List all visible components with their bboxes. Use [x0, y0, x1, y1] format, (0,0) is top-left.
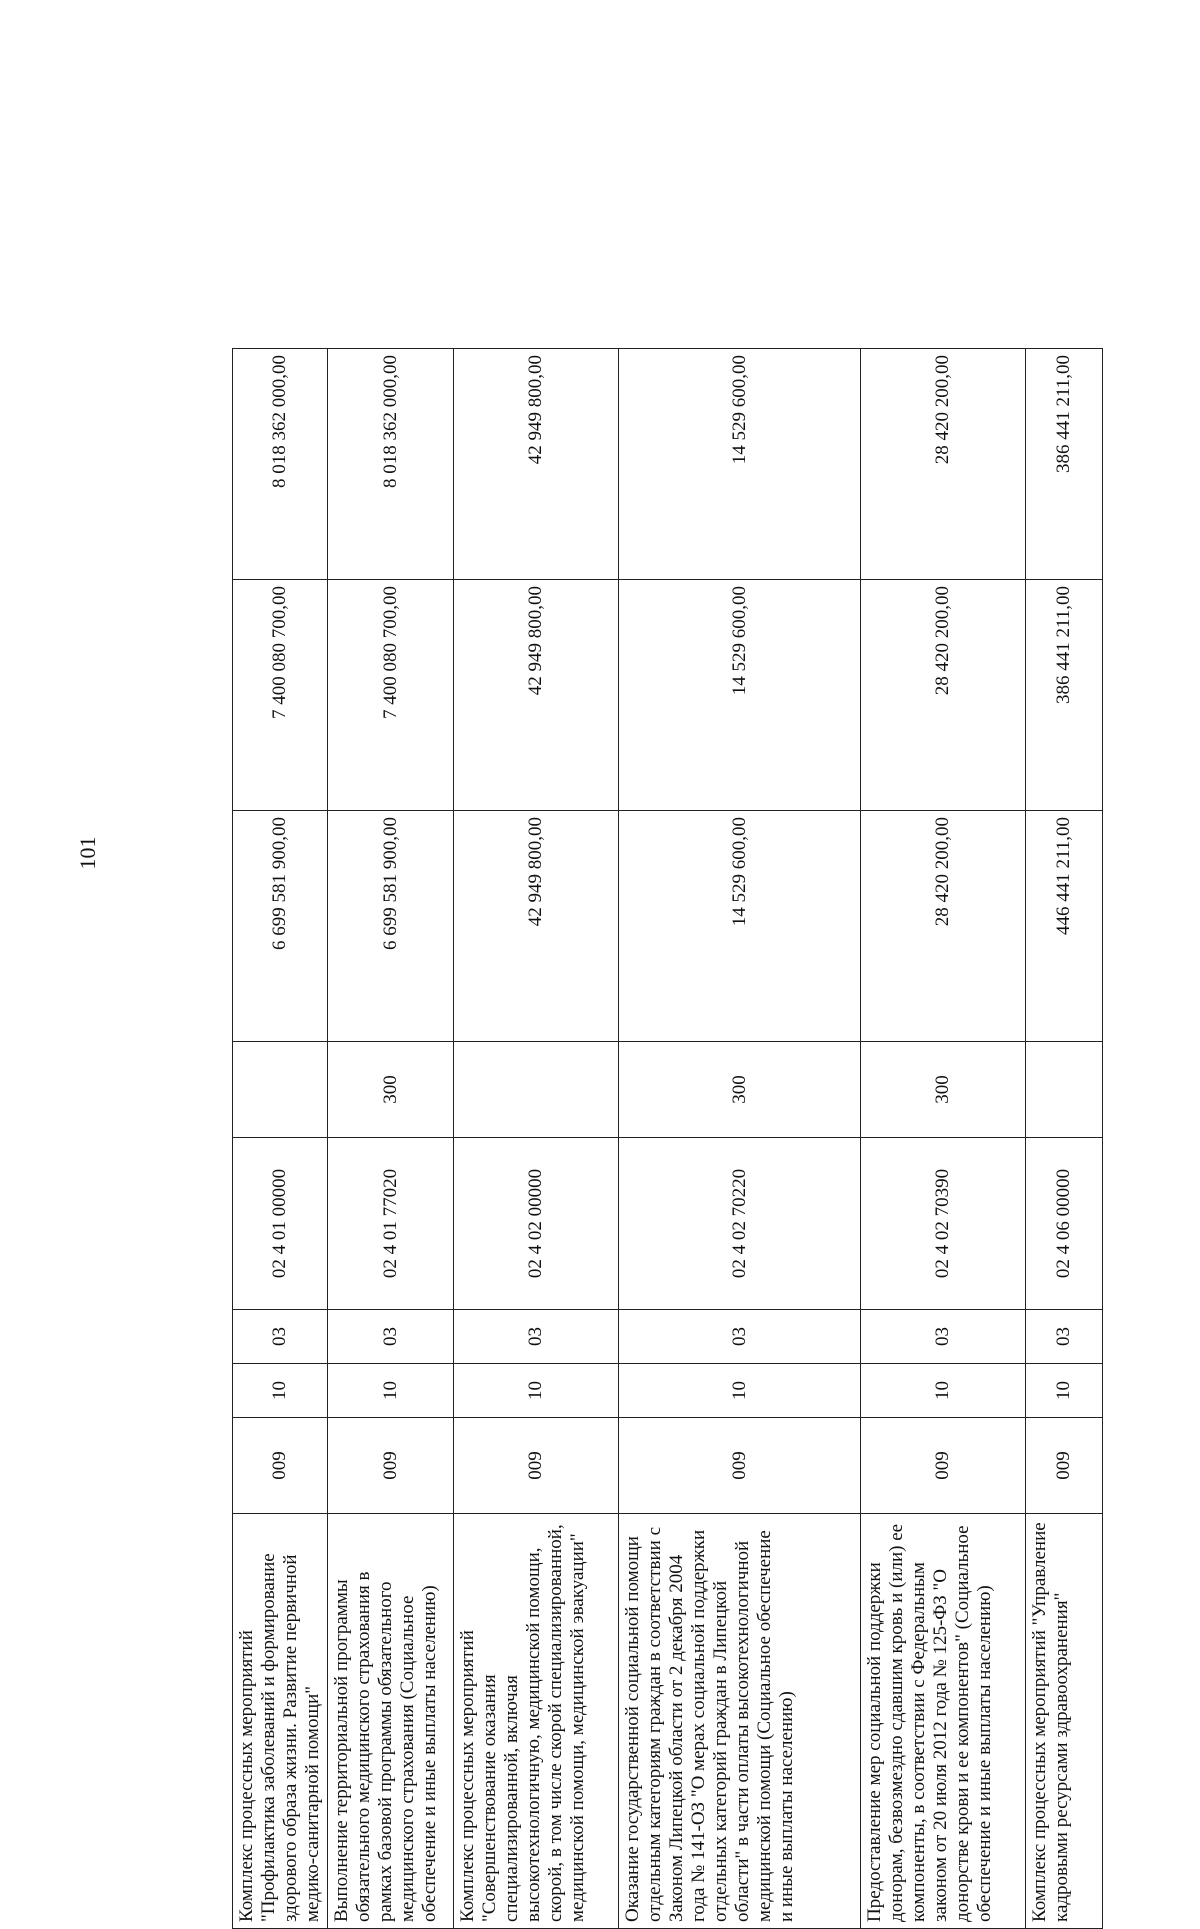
subsection-code: 03 — [619, 1310, 861, 1364]
section-code: 10 — [454, 1364, 619, 1418]
amount-year-1: 446 441 211,00 — [1026, 811, 1103, 1042]
table-row — [454, 349, 619, 1929]
table-row — [861, 349, 1026, 1929]
amount-year-1: 14 529 600,00 — [619, 811, 861, 1042]
amount-year-3: 8 018 362 000,00 — [233, 349, 328, 580]
amount-year-2: 386 441 211,00 — [1026, 580, 1103, 811]
subsection-code: 03 — [454, 1310, 619, 1364]
target-article-code: 02 4 02 70220 — [619, 1138, 861, 1310]
ministry-code: 009 — [1026, 1418, 1103, 1514]
row-description: Предоставление мер социальной поддержки донорам, безвозмездно сдавшим кровь и (или) ее компоненты, в соответствии с Федеральным законом от 20 июля 2012 года № 125-ФЗ "О донорстве крови и ее компонентов" (Социальное обеспечение и иные выплаты населению) — [861, 1514, 1026, 1929]
subsection-code: 03 — [1026, 1310, 1103, 1364]
expense-type-code: 300 — [861, 1042, 1026, 1138]
amount-year-2: 14 529 600,00 — [619, 580, 861, 811]
expense-type-code — [454, 1042, 619, 1138]
ministry-code: 009 — [861, 1418, 1026, 1514]
amount-year-3: 386 441 211,00 — [1026, 349, 1103, 580]
ministry-code: 009 — [619, 1418, 861, 1514]
amount-year-2: 42 949 800,00 — [454, 580, 619, 811]
section-code: 10 — [1026, 1364, 1103, 1418]
page-number: 101 — [75, 836, 100, 870]
ministry-code: 009 — [328, 1418, 454, 1514]
row-description: Комплекс процессных мероприятий "Совершенствование оказания специализированной, включая высокотехнологичную, медицинской помощи, скорой, в том числе скорой специализированной, медицинской помощи, медицинской эвакуации" — [454, 1514, 619, 1929]
ministry-code: 009 — [233, 1418, 328, 1514]
budget-table — [232, 348, 1103, 1929]
subsection-code: 03 — [328, 1310, 454, 1364]
table-row — [1026, 349, 1103, 1929]
row-description: Оказание государственной социальной помощи отдельным категориям граждан в соответствии с Законом Липецкой области от 2 декабря 2004 года № 141-ОЗ "О мерах социальной поддержки отдельных категорий граждан в Липецкой области" в части оплаты высокотехнологичной медицинской помощи (Социальное обеспечение и иные выплаты населению) — [619, 1514, 861, 1929]
amount-year-3: 28 420 200,00 — [861, 349, 1026, 580]
amount-year-3: 14 529 600,00 — [619, 349, 861, 580]
amount-year-2: 7 400 080 700,00 — [233, 580, 328, 811]
table-row — [619, 349, 861, 1929]
target-article-code: 02 4 02 00000 — [454, 1138, 619, 1310]
table-row — [328, 349, 454, 1929]
section-code: 10 — [619, 1364, 861, 1418]
row-description: Комплекс процессных мероприятий "Управление кадровыми ресурсами здравоохранения" — [1026, 1514, 1103, 1929]
target-article-code: 02 4 01 00000 — [233, 1138, 328, 1310]
subsection-code: 03 — [861, 1310, 1026, 1364]
amount-year-1: 28 420 200,00 — [861, 811, 1026, 1042]
expense-type-code — [233, 1042, 328, 1138]
expense-type-code: 300 — [619, 1042, 861, 1138]
amount-year-3: 8 018 362 000,00 — [328, 349, 454, 580]
target-article-code: 02 4 02 70390 — [861, 1138, 1026, 1310]
budget-table-rotated — [232, 349, 1102, 1929]
amount-year-1: 6 699 581 900,00 — [328, 811, 454, 1042]
amount-year-1: 6 699 581 900,00 — [233, 811, 328, 1042]
row-description: Выполнение территориальной программы обязательного медицинского страхования в рамках базовой программы обязательного медицинского страхования (Социальное обеспечение и иные выплаты населению) — [328, 1514, 454, 1929]
expense-type-code: 300 — [328, 1042, 454, 1138]
section-code: 10 — [328, 1364, 454, 1418]
amount-year-2: 28 420 200,00 — [861, 580, 1026, 811]
table-row — [233, 349, 328, 1929]
section-code: 10 — [861, 1364, 1026, 1418]
target-article-code: 02 4 06 00000 — [1026, 1138, 1103, 1310]
amount-year-1: 42 949 800,00 — [454, 811, 619, 1042]
section-code: 10 — [233, 1364, 328, 1418]
target-article-code: 02 4 01 77020 — [328, 1138, 454, 1310]
amount-year-2: 7 400 080 700,00 — [328, 580, 454, 811]
ministry-code: 009 — [454, 1418, 619, 1514]
expense-type-code — [1026, 1042, 1103, 1138]
row-description: Комплекс процессных мероприятий "Профилактика заболеваний и формирование здорового образа жизни. Развитие первичной медико-санитарной помощи" — [233, 1514, 328, 1929]
subsection-code: 03 — [233, 1310, 328, 1364]
amount-year-3: 42 949 800,00 — [454, 349, 619, 580]
